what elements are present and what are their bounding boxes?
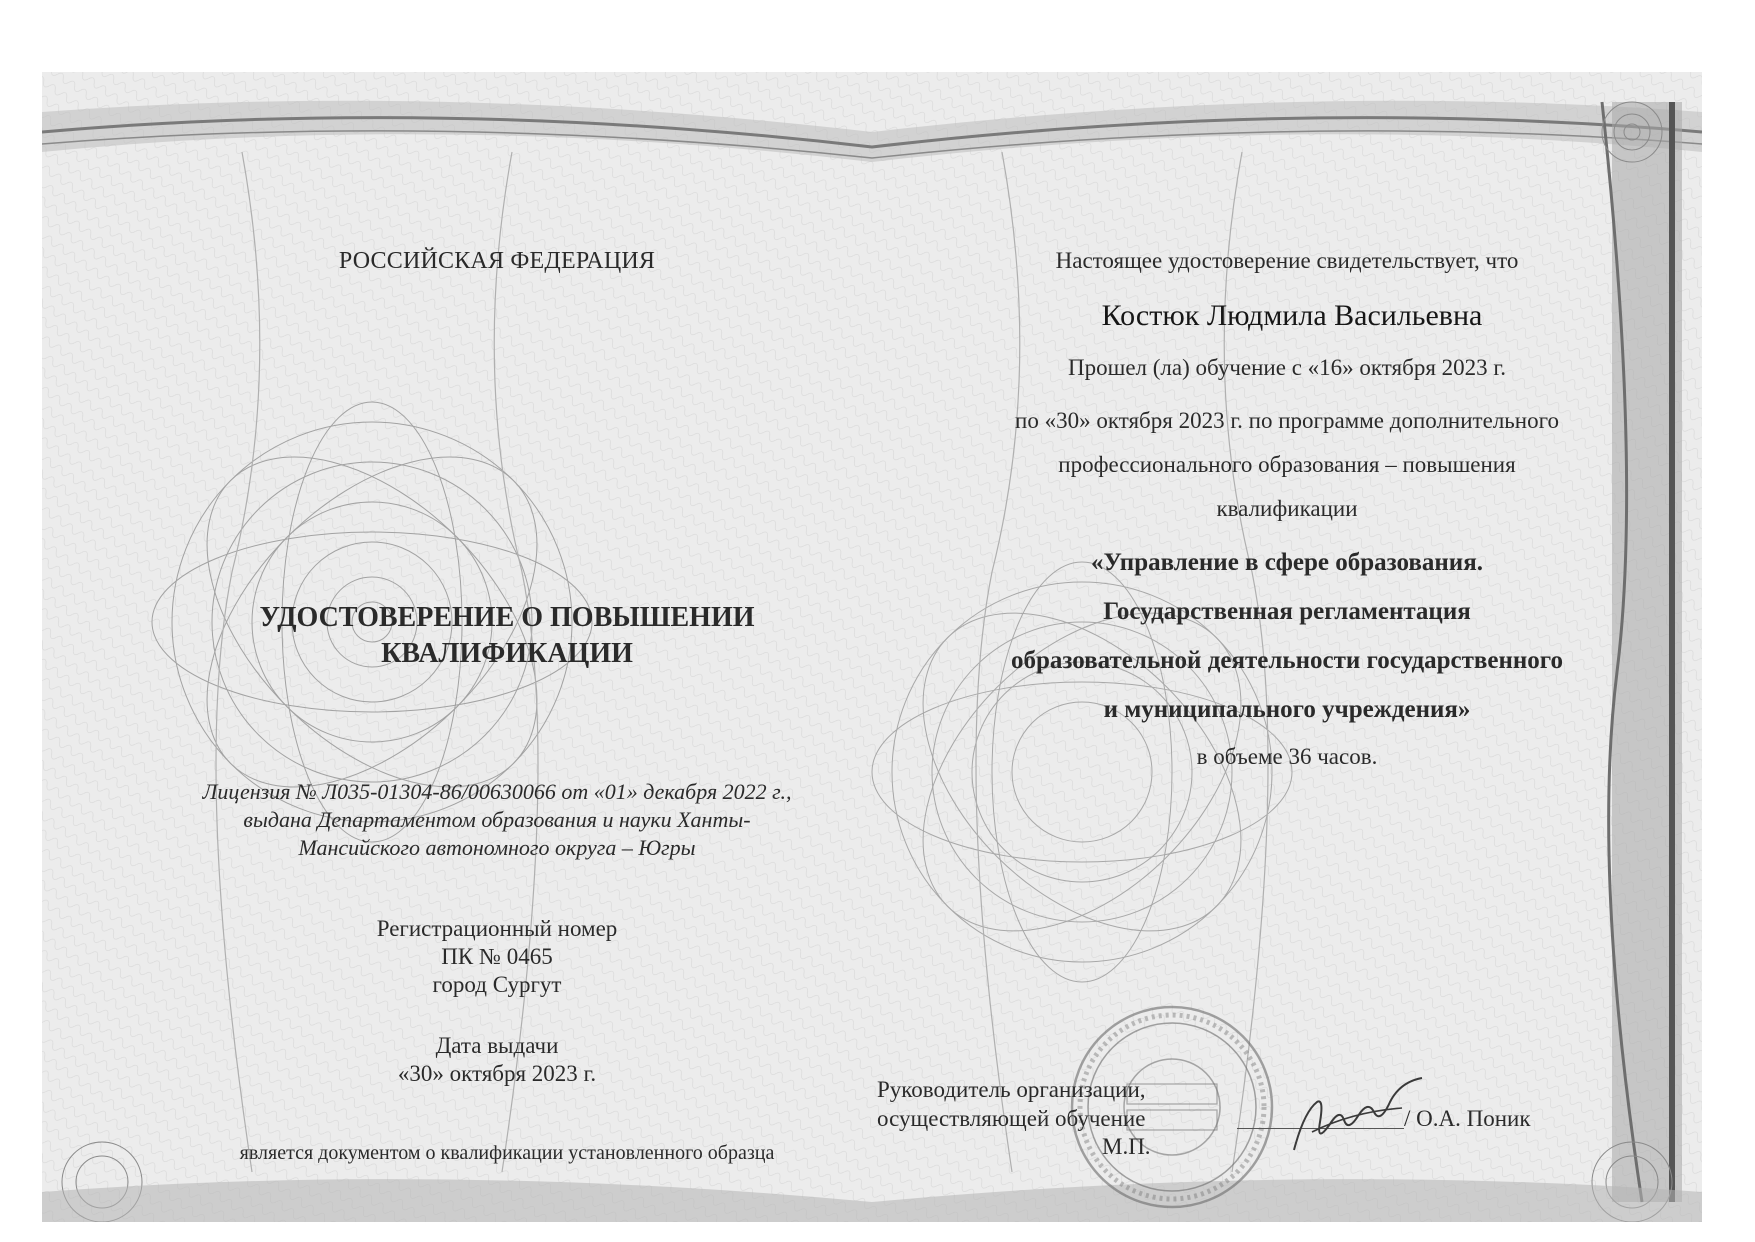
registration-number: ПК № 0465 bbox=[441, 944, 553, 969]
license-line: Мансийского автономного округа – Югры bbox=[298, 835, 696, 860]
program-title bbox=[877, 538, 1697, 734]
training-line: квалификации bbox=[1216, 496, 1358, 521]
license-text bbox=[102, 778, 892, 862]
training-line: по «30» октября 2023 г. по программе дополнительного bbox=[1015, 408, 1559, 433]
training-period-line: Прошел (ла) обучение с «16» октября 2023 г. bbox=[1068, 355, 1506, 380]
license-line: выдана Департаментом образования и науки Ханты- bbox=[243, 807, 751, 832]
document-title bbox=[132, 600, 882, 672]
certificate-spread bbox=[42, 72, 1702, 1222]
training-line: профессионального образования – повышения bbox=[1058, 452, 1516, 477]
program-line: Государственная регламентация bbox=[1103, 598, 1471, 625]
document-footer: является документом о квалификации установленного образца bbox=[239, 1142, 775, 1164]
license-line: Лицензия № Л035-01304-86/00630066 от «01» декабря 2022 г., bbox=[202, 779, 792, 804]
seal-place-label: М.П. bbox=[1102, 1134, 1151, 1159]
course-volume: в объеме 36 часов. bbox=[1196, 744, 1378, 769]
program-line: образовательной деятельности государственного bbox=[1010, 647, 1564, 674]
issue-label: Дата выдачи bbox=[435, 1033, 559, 1058]
head-title-line: Руководитель организации, bbox=[877, 1077, 1146, 1102]
head-title-line: осуществляющей обучение bbox=[877, 1106, 1146, 1131]
issue-date: «30» октября 2023 г. bbox=[397, 1061, 597, 1086]
certification-intro: Настоящее удостоверение свидетельствует, что bbox=[1055, 248, 1519, 273]
country-heading: РОССИЙСКАЯ ФЕДЕРАЦИЯ bbox=[338, 248, 656, 274]
issue-block bbox=[247, 1032, 747, 1088]
document-title-line: УДОСТОВЕРЕНИЕ О ПОВЫШЕНИИ bbox=[259, 602, 755, 633]
program-line: «Управление в сфере образования. bbox=[1091, 549, 1483, 576]
registration-block bbox=[247, 915, 747, 999]
registration-label: Регистрационный номер bbox=[376, 916, 618, 941]
signatory-name: / О.А. Поник bbox=[1404, 1106, 1531, 1131]
document-title-line: КВАЛИФИКАЦИИ bbox=[381, 638, 633, 669]
holder-full-name: Костюк Людмила Васильевна bbox=[1101, 299, 1483, 332]
training-description bbox=[907, 399, 1667, 531]
city: город Сургут bbox=[432, 972, 562, 997]
program-line: и муниципального учреждения» bbox=[1103, 696, 1471, 723]
